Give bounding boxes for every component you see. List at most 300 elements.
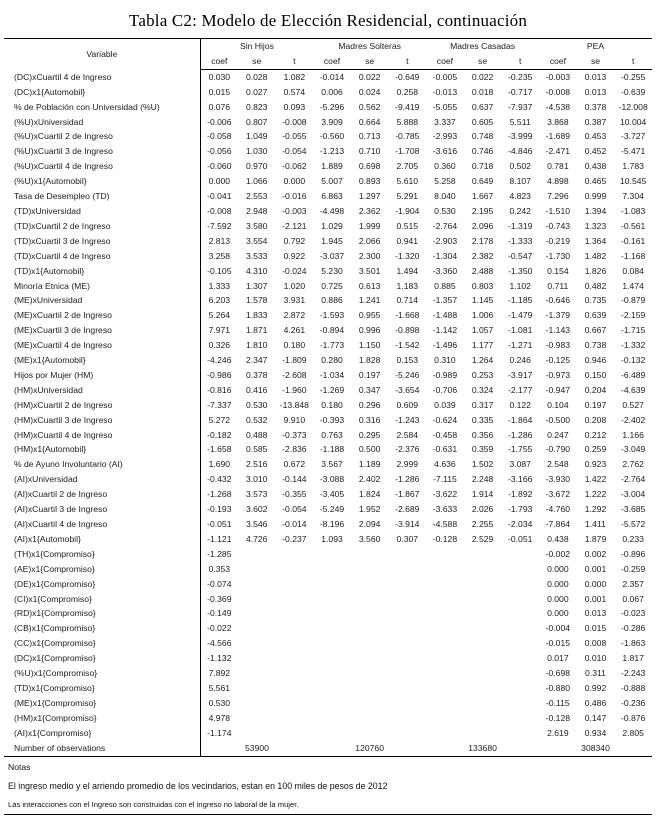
cell-value: 0.259 [584, 444, 607, 455]
cell-value [426, 636, 464, 651]
cell-value: -5.572 [620, 519, 646, 529]
cell-value: 1.914 [471, 489, 494, 500]
cell-value [238, 592, 276, 607]
cell-value: 0.613 [358, 280, 381, 291]
cell-value: 2.096 [471, 220, 494, 231]
cell-value: 0.807 [245, 116, 268, 127]
cell-value [351, 621, 389, 636]
cell-value: 2.516 [245, 459, 268, 470]
cell-value: -1.668 [395, 310, 420, 321]
cell-value: -12.008 [618, 101, 648, 112]
cell-value [464, 577, 502, 592]
cell-value: 2.382 [471, 250, 494, 261]
cell-value: 2.705 [396, 161, 419, 172]
column-header-se: se [351, 54, 389, 69]
variable-label: (ME)x1{Automobil} [4, 353, 200, 368]
cell-value: 1.057 [471, 325, 494, 336]
cell-value: 7.892 [208, 668, 231, 679]
note-interactions: Las interacciones con el Ingreso son construidas con el ingreso no laboral de la mujer. [4, 800, 652, 815]
cell-value: -3.166 [508, 474, 533, 485]
cell-value: -0.369 [207, 593, 232, 604]
cell-value: 5.291 [396, 191, 419, 202]
cell-value: 0.527 [622, 399, 644, 410]
cell-value: -4.498 [319, 205, 345, 216]
cell-value: 0.039 [434, 399, 456, 410]
cell-value: -0.983 [545, 340, 571, 351]
cell-value: 0.017 [547, 653, 569, 664]
cell-value: 0.084 [622, 265, 644, 276]
cell-value: 3.868 [547, 116, 569, 127]
cell-value: -0.015 [545, 638, 571, 649]
cell-value: -7.592 [207, 220, 232, 231]
cell-value: 0.242 [509, 205, 531, 216]
column-header-se: se [464, 54, 502, 69]
cell-value: -2.034 [508, 519, 533, 529]
cell-value: -0.062 [282, 161, 307, 172]
cell-value [238, 681, 276, 696]
table-row [4, 621, 652, 636]
cell-value [501, 651, 539, 666]
cell-value: 0.585 [245, 444, 268, 455]
table-row [4, 636, 652, 651]
cell-value: 0.886 [321, 295, 343, 306]
cell-value: -1.143 [545, 325, 571, 336]
table-row [4, 457, 652, 472]
cell-value: -1.332 [620, 340, 646, 351]
cell-value [501, 726, 539, 741]
cell-value: 9.910 [283, 414, 306, 425]
cell-value [501, 636, 539, 651]
cell-value: -1.773 [319, 340, 345, 351]
variable-label: (%U)x1{Automobil} [4, 174, 200, 189]
variable-label: (DC)x1{Compromiso} [4, 651, 200, 666]
cell-value: -2.608 [282, 369, 307, 380]
variable-label: (TD)x1{Compromiso} [4, 681, 200, 696]
cell-value: 1.783 [622, 161, 644, 172]
cell-value: 0.000 [547, 578, 569, 589]
cell-value: 2.357 [622, 578, 644, 589]
cell-value: -0.947 [545, 384, 571, 395]
cell-value [238, 711, 276, 726]
cell-value: -1.174 [207, 727, 232, 738]
cell-value: 1.150 [358, 340, 381, 351]
cell-value: -4.538 [545, 101, 571, 112]
cell-value: 0.000 [547, 593, 569, 604]
cell-value [313, 562, 351, 577]
cell-value: -0.055 [282, 131, 307, 142]
variable-label: (HM)xCuartil 3 de Ingreso [4, 413, 200, 428]
cell-value: 0.438 [584, 161, 607, 172]
variable-label: Minoría Etnica (ME) [4, 279, 200, 294]
cell-value: 1.422 [584, 474, 607, 485]
cell-value: 2.248 [471, 474, 494, 485]
cell-value: -0.547 [508, 250, 533, 261]
cell-value: -2.471 [545, 146, 571, 157]
cell-value: -1.488 [432, 310, 458, 321]
cell-value: 0.324 [471, 384, 494, 395]
cell-value: 0.122 [509, 399, 531, 410]
variable-label: (HM)xUniversidad [4, 383, 200, 398]
cell-value [388, 651, 426, 666]
cell-value: 0.649 [471, 176, 494, 187]
cell-value: 0.698 [358, 161, 381, 172]
cell-value: 0.748 [471, 131, 494, 142]
cell-value [313, 606, 351, 621]
cell-value: 4.726 [245, 533, 268, 544]
cell-value: 0.000 [283, 176, 306, 187]
cell-value: -0.105 [207, 265, 232, 276]
cell-value: -0.023 [620, 608, 646, 619]
cell-value: -1.904 [395, 205, 420, 216]
cell-value: 0.893 [358, 176, 381, 187]
cell-value: 1.082 [283, 71, 306, 82]
cell-value: 7.304 [622, 191, 644, 202]
variable-label: (TD)x1{Automobil} [4, 264, 200, 279]
cell-value [351, 681, 389, 696]
cell-value: 3.580 [245, 220, 268, 231]
variable-label: (AI)xCuartil 4 de Ingreso [4, 517, 200, 532]
variable-label: (RD)x1{Compromiso} [4, 606, 200, 621]
note-income-units: El ingreso medio y el arriendo promedio de los vecindarios, estan en 100 miles de pesos de 2012 [8, 780, 388, 791]
cell-value: 0.639 [584, 310, 607, 321]
cell-value: 0.792 [283, 235, 306, 246]
cell-value: 2.553 [245, 191, 268, 202]
cell-value: -2.243 [620, 668, 646, 679]
cell-value: 0.067 [622, 593, 644, 604]
cell-value: 5.258 [434, 176, 456, 187]
cell-value: 0.530 [208, 697, 231, 708]
cell-value [351, 592, 389, 607]
cell-value: -0.876 [620, 712, 646, 723]
cell-value: -0.286 [620, 623, 646, 634]
cell-value: -0.432 [207, 474, 232, 485]
cell-value: -0.003 [545, 71, 571, 82]
cell-value: -0.115 [545, 697, 570, 708]
column-header-se: se [238, 54, 276, 69]
cell-value: -3.360 [432, 265, 458, 276]
cell-value [313, 696, 351, 711]
cell-value: 10.545 [620, 176, 647, 187]
cell-value: 3.087 [509, 459, 531, 470]
cell-value [238, 547, 276, 562]
cell-value: -9.419 [395, 101, 420, 112]
variable-label: (ME)xCuartil 3 de Ingreso [4, 323, 200, 338]
cell-value: 6.863 [321, 191, 343, 202]
cell-value: 1.690 [208, 459, 231, 470]
cell-value: 0.574 [283, 86, 306, 97]
cell-value [388, 696, 426, 711]
variable-label: (HM)x1{Compromiso} [4, 711, 200, 726]
cell-value: -0.894 [319, 325, 345, 336]
cell-value: -2.836 [282, 444, 307, 455]
cell-value: -3.405 [319, 489, 345, 500]
cell-value: 2.488 [471, 265, 494, 276]
cell-value: 1.817 [622, 653, 644, 664]
column-header-coef: coef [313, 54, 351, 69]
cell-value: 0.010 [584, 653, 607, 664]
variable-label: (%U)xCuartil 4 de Ingreso [4, 159, 200, 174]
cell-value [388, 726, 426, 741]
cell-value: 3.909 [321, 116, 343, 127]
table-row [4, 100, 652, 115]
cell-value: -0.373 [282, 429, 307, 440]
cell-value: 0.530 [434, 205, 456, 216]
cell-value [464, 666, 502, 681]
cell-value: 0.360 [434, 161, 456, 172]
cell-value: 0.486 [584, 697, 607, 708]
cell-value: 0.763 [321, 429, 343, 440]
cell-value: -0.013 [432, 86, 458, 97]
cell-value [426, 666, 464, 681]
cell-value: 0.197 [584, 399, 607, 410]
cell-value: 0.946 [584, 355, 607, 366]
cell-value: -5.246 [395, 369, 420, 380]
cell-value: -0.149 [207, 608, 232, 619]
cell-value: -0.074 [207, 578, 232, 589]
cell-value [501, 696, 539, 711]
cell-value [388, 577, 426, 592]
cell-value [238, 606, 276, 621]
cell-value: -3.685 [620, 504, 646, 515]
observations-madres-solteras: 120760 [355, 742, 384, 753]
cell-value [388, 681, 426, 696]
cell-value: -0.631 [432, 444, 458, 455]
cell-value: 4.978 [208, 712, 231, 723]
cell-value: -1.286 [508, 429, 533, 440]
cell-value: -4.246 [207, 355, 232, 366]
cell-value: 0.150 [584, 369, 607, 380]
cell-value [388, 636, 426, 651]
cell-value: 7.296 [547, 191, 569, 202]
cell-value [501, 711, 539, 726]
cell-value: 0.885 [434, 280, 456, 291]
cell-value: -0.888 [620, 682, 646, 693]
cell-value [464, 606, 502, 621]
cell-value: 2.813 [208, 235, 231, 246]
cell-value: -0.182 [207, 429, 232, 440]
table-row [4, 279, 652, 294]
table-body [4, 69, 652, 740]
cell-value: -1.496 [432, 340, 458, 351]
group-header-pea: PEA [586, 41, 605, 51]
cell-value: -1.121 [207, 533, 232, 544]
cell-value: -0.051 [207, 519, 232, 529]
cell-value: 2.255 [471, 519, 494, 529]
cell-value: 1.364 [584, 235, 607, 246]
column-header-t: t [614, 54, 652, 69]
cell-value [388, 666, 426, 681]
variable-label: (TH)x1{Compromiso} [4, 547, 200, 562]
cell-value: 1.029 [321, 220, 343, 231]
cell-value: 0.001 [584, 563, 607, 574]
cell-value: -3.616 [432, 146, 458, 157]
table-row [4, 383, 652, 398]
cell-value: -1.730 [545, 250, 571, 261]
table-row [4, 532, 652, 547]
cell-value [464, 681, 502, 696]
cell-value: 0.024 [358, 86, 381, 97]
cell-value: -4.760 [545, 504, 571, 515]
cell-value: 1.049 [245, 131, 268, 142]
cell-value: 7.971 [208, 325, 231, 336]
cell-value: -0.219 [545, 235, 571, 246]
variable-label: (AI)x1{Compromiso} [4, 726, 200, 741]
cell-value: 2.362 [358, 205, 381, 216]
cell-value [388, 606, 426, 621]
cell-value: -2.376 [395, 444, 420, 455]
variable-label: (HM)xCuartil 4 de Ingreso [4, 428, 200, 443]
cell-value [501, 562, 539, 577]
group-header-sin-hijos: Sin Hijos [240, 41, 274, 51]
cell-value: -0.785 [395, 131, 420, 142]
variable-label: (ME)xUniversidad [4, 293, 200, 308]
table-row [4, 487, 652, 502]
table-row [4, 681, 652, 696]
column-header-coef: coef [200, 54, 238, 69]
cell-value: 3.931 [283, 295, 306, 306]
table-row [4, 174, 652, 189]
cell-value: 2.529 [471, 533, 494, 544]
cell-value: 0.296 [358, 399, 381, 410]
cell-value: 1.999 [358, 220, 381, 231]
cell-value: 0.030 [208, 71, 231, 82]
cell-value: 2.178 [471, 235, 494, 246]
cell-value [351, 577, 389, 592]
cell-value: 0.823 [245, 101, 268, 112]
cell-value: 1.297 [358, 191, 381, 202]
cell-value [464, 562, 502, 577]
cell-value [313, 651, 351, 666]
cell-value: 2.066 [358, 235, 381, 246]
cell-value: -0.898 [395, 325, 420, 336]
cell-value: -0.237 [282, 533, 307, 544]
cell-value: -1.863 [620, 638, 646, 649]
cell-value: -0.706 [432, 384, 458, 395]
cell-value: -0.393 [319, 414, 345, 425]
variable-label: (DE)x1{Compromiso} [4, 577, 200, 592]
cell-value: 0.204 [584, 384, 607, 395]
cell-value: -0.355 [282, 489, 307, 500]
column-header-se: se [577, 54, 615, 69]
cell-value: 3.573 [245, 489, 268, 500]
cell-value: 0.453 [584, 131, 607, 142]
variable-label: (TD)xCuartil 3 de Ingreso [4, 234, 200, 249]
variable-label: (ME)xCuartil 4 de Ingreso [4, 338, 200, 353]
cell-value [276, 711, 314, 726]
cell-value [464, 592, 502, 607]
cell-value [388, 592, 426, 607]
column-header-t: t [388, 54, 426, 69]
cell-value [351, 666, 389, 681]
cell-value [351, 711, 389, 726]
cell-value: -0.561 [620, 220, 646, 231]
cell-value: -0.646 [545, 295, 571, 306]
cell-value: 1.066 [245, 176, 268, 187]
cell-value: -1.213 [319, 146, 345, 157]
cell-value: 1.667 [471, 191, 494, 202]
cell-value: 0.018 [471, 86, 494, 97]
variable-label: (AI)xCuartil 2 de Ingreso [4, 487, 200, 502]
cell-value [238, 726, 276, 741]
cell-value: -3.917 [508, 369, 533, 380]
cell-value: 0.233 [622, 533, 644, 544]
cell-value: 4.310 [245, 265, 268, 276]
cell-value: 0.326 [208, 340, 231, 351]
cell-value [426, 651, 464, 666]
cell-value: 0.416 [245, 384, 268, 395]
cell-value: 10.004 [620, 116, 647, 127]
table-header [4, 39, 652, 70]
cell-value: 1.824 [358, 489, 381, 500]
cell-value: -0.128 [432, 533, 458, 544]
cell-value: -1.960 [282, 384, 307, 395]
cell-value: 2.805 [622, 727, 644, 738]
cell-value: 3.258 [208, 250, 231, 261]
table-row [4, 249, 652, 264]
cell-value: -0.041 [207, 191, 232, 202]
cell-value [464, 621, 502, 636]
cell-value: -1.708 [395, 146, 420, 157]
cell-value: 0.208 [584, 414, 607, 425]
cell-value: 1.833 [245, 310, 268, 321]
cell-value: -0.255 [620, 71, 646, 82]
cell-value: -1.083 [620, 205, 646, 216]
cell-value: 0.258 [396, 86, 419, 97]
cell-value: -2.689 [395, 504, 420, 515]
cell-value: 0.347 [358, 384, 381, 395]
cell-value: -3.622 [432, 489, 458, 500]
cell-value [313, 577, 351, 592]
variable-label: % de Ayuno Involuntario (AI) [4, 457, 200, 472]
cell-value [501, 621, 539, 636]
column-header-t: t [501, 54, 539, 69]
table-row [4, 442, 652, 457]
table-row [4, 651, 652, 666]
cell-value: -1.593 [319, 310, 345, 321]
cell-value: 3.567 [321, 459, 343, 470]
variable-label: % de Población con Universidad (%U) [4, 100, 200, 115]
cell-value [501, 666, 539, 681]
cell-value [313, 711, 351, 726]
cell-value: -0.005 [432, 71, 458, 82]
cell-value: -0.560 [319, 131, 345, 142]
cell-value: 0.000 [547, 563, 569, 574]
cell-value: 0.015 [584, 623, 607, 634]
cell-value: 2.094 [358, 519, 381, 529]
cell-value [388, 621, 426, 636]
cell-value: 1.474 [622, 280, 644, 291]
table-row [4, 413, 652, 428]
cell-value: -0.004 [545, 623, 571, 634]
cell-value: 0.353 [208, 563, 231, 574]
table-row [4, 69, 652, 84]
cell-value: -7.937 [508, 101, 533, 112]
cell-value: -0.014 [319, 71, 345, 82]
cell-value: -1.379 [545, 310, 571, 321]
cell-value: 0.714 [396, 295, 419, 306]
variable-label: (AE)x1{Compromiso} [4, 562, 200, 577]
variable-label: (AI)xUniversidad [4, 472, 200, 487]
cell-value: -0.816 [207, 384, 232, 395]
cell-value: -5.249 [319, 504, 345, 515]
cell-value: -8.196 [319, 519, 345, 529]
table-row [4, 472, 652, 487]
cell-value: -1.132 [207, 653, 232, 664]
table-row [4, 711, 652, 726]
column-header-t: t [276, 54, 314, 69]
cell-value: -1.867 [395, 489, 420, 500]
cell-value: 1.189 [358, 459, 381, 470]
